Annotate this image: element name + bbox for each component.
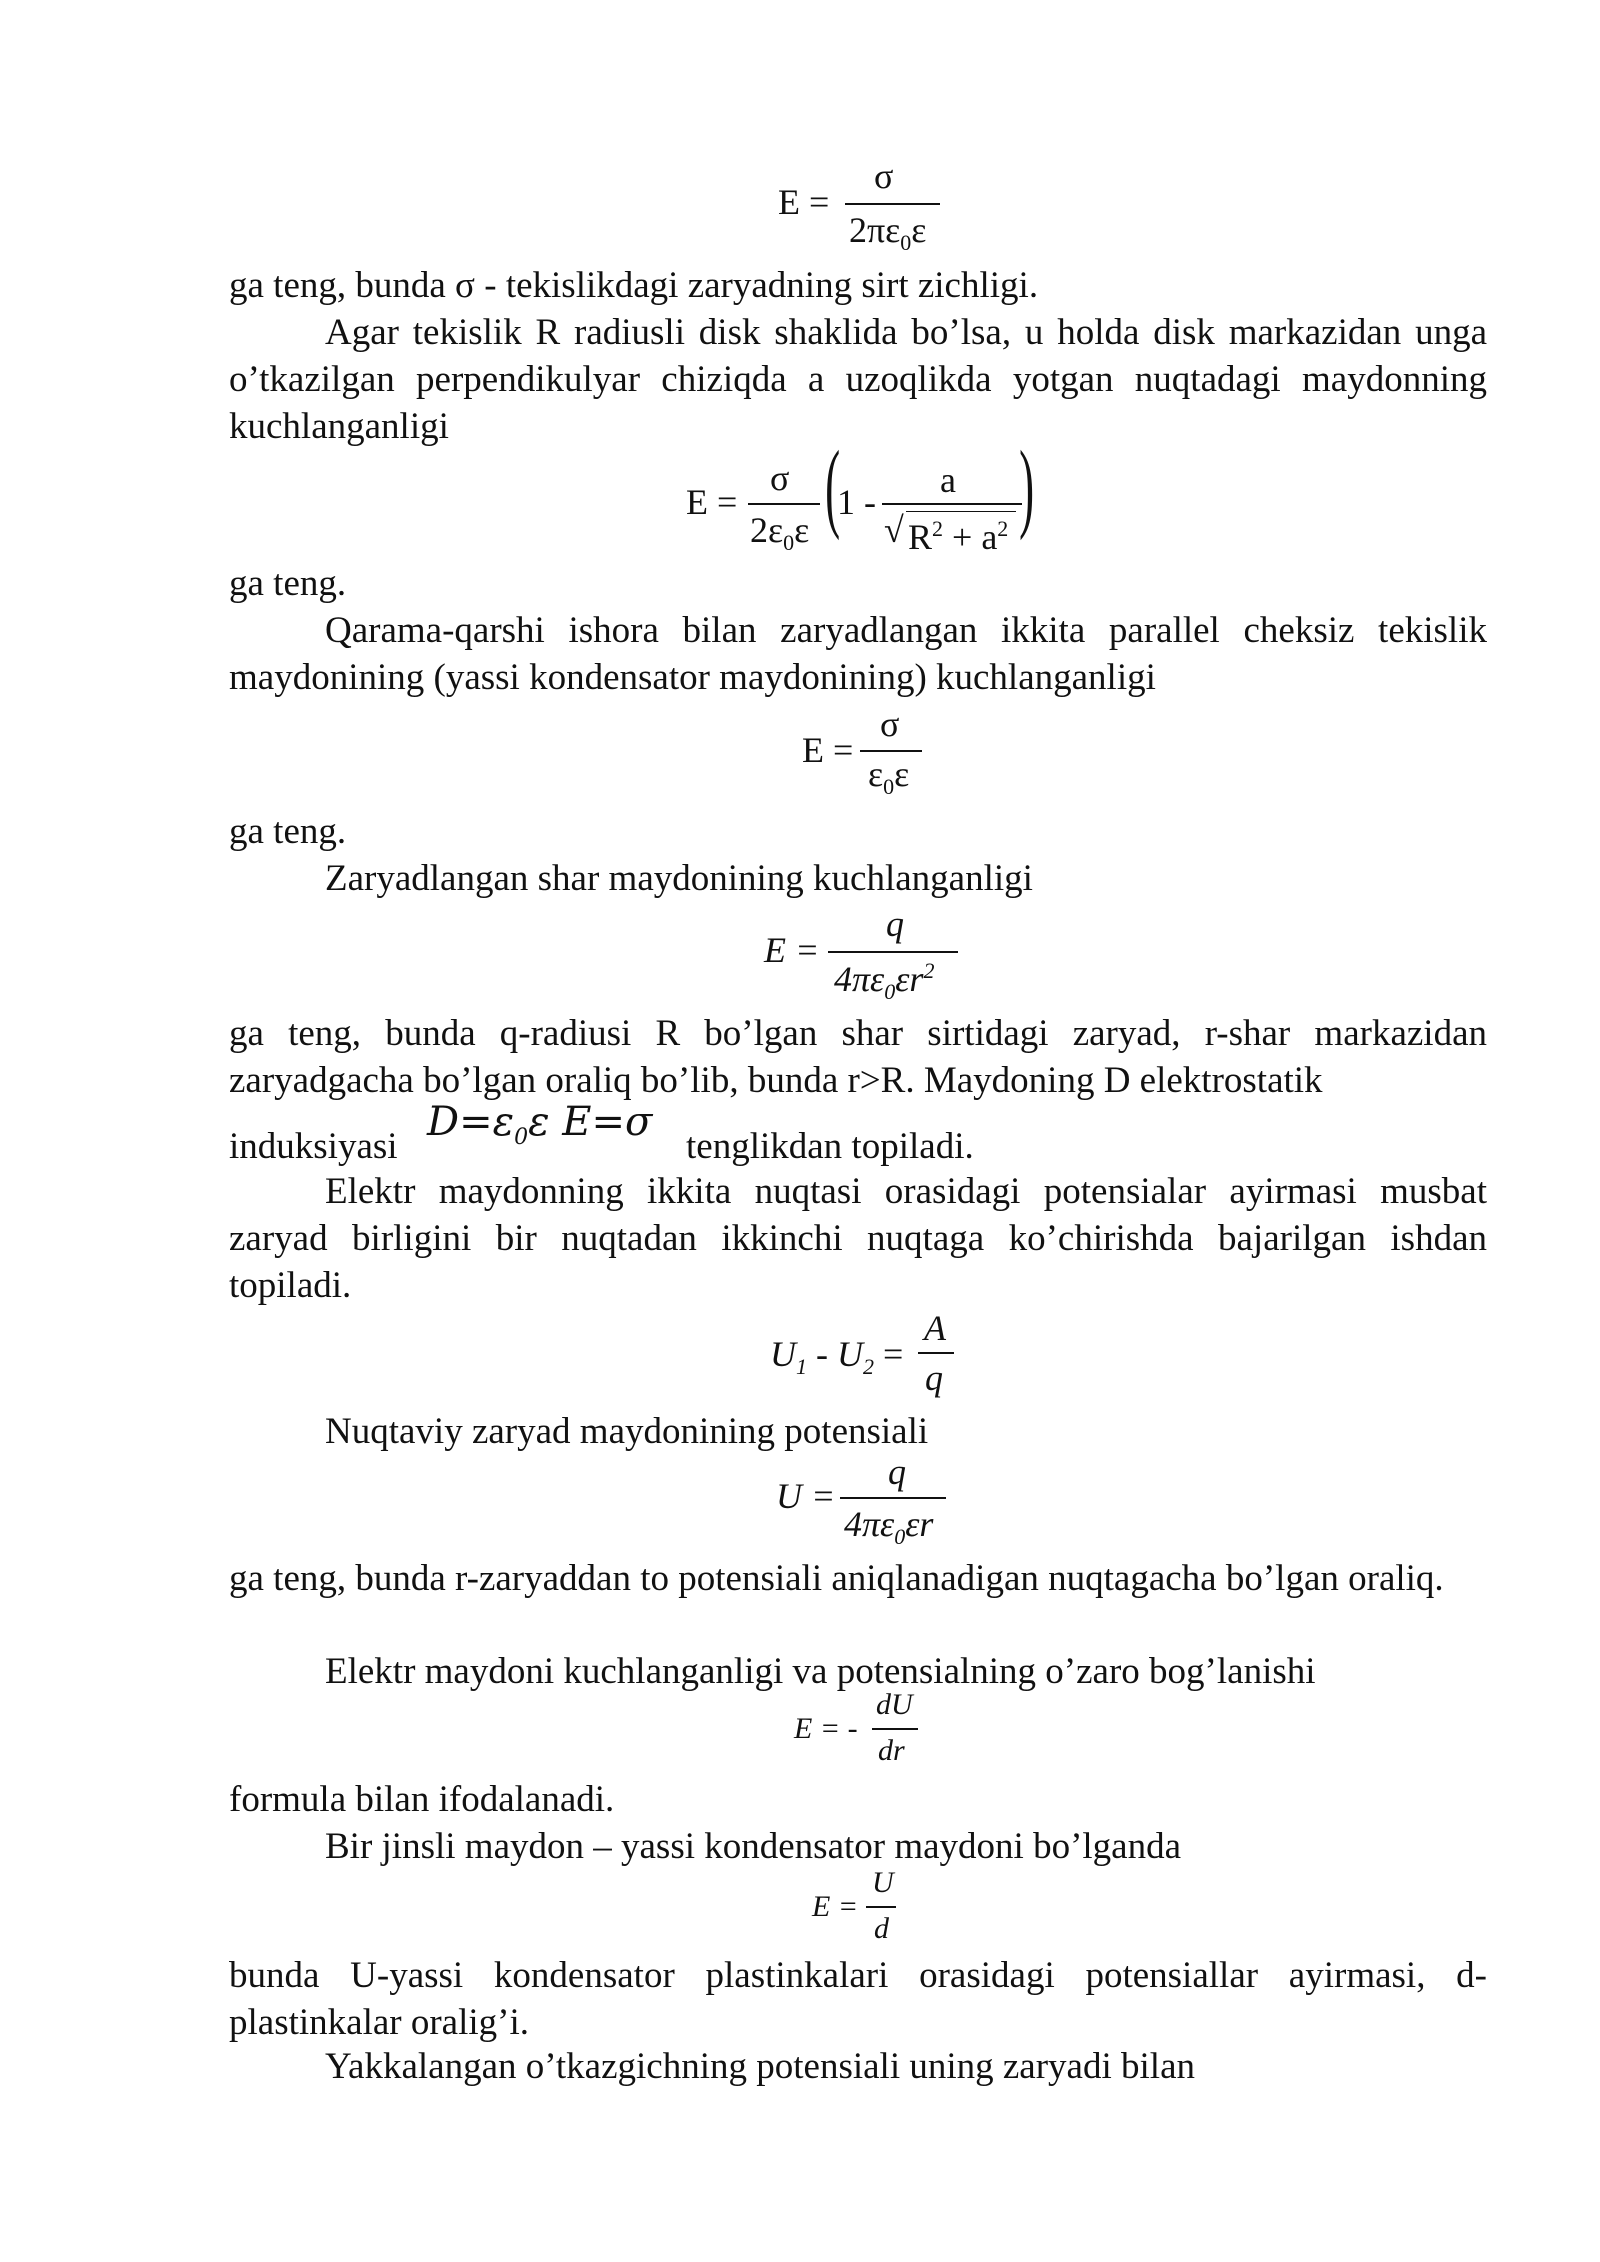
formula-lhs: E = — [812, 1890, 859, 1923]
formula-denominator: $2\varepsilon_0\varepsilon$ — [750, 510, 810, 556]
formula-lhs: E = — [802, 730, 854, 770]
paragraph: Bir jinsli maydon – yassi kondensator maydoni bo’lganda — [325, 1826, 1182, 1867]
fraction-bar — [748, 503, 820, 505]
paragraph: Agar tekislik R radiusli disk shaklida bo’lsa, u holda disk markazidan unga o’tkazilgan perpendikulyar chiziqda a uzoqlikda yotgan nuqtadagi maydonning kuchlanganligi — [229, 312, 1487, 447]
paragraph: Elektr maydonning ikkita nuqtasi orasidagi potensialar ayirmasi musbat zaryad birligini bir nuqtadan ikkinchi nuqtaga ko’chirishda bajarilgan ishdan topiladi. — [229, 1171, 1487, 1306]
formula-lhs: E = — [686, 482, 738, 522]
paragraph: Zaryadlangan shar maydonining kuchlanganligi — [325, 858, 1033, 899]
formula-numerator: A — [924, 1308, 946, 1348]
formula-numerator: σ — [880, 704, 900, 744]
paragraph: tenglikdan topiladi. — [686, 1126, 974, 1167]
paragraph: ga teng, bunda σ - tekislikdagi zaryadning sirt zichligi. — [229, 265, 1039, 306]
formula-denominator: $\varepsilon_0\varepsilon$ — [868, 754, 910, 800]
formula-lhs: $U_1 - U_2$ = — [770, 1334, 904, 1380]
formula-lhs: U = — [776, 1476, 836, 1516]
formula-radicand: $R^2 + a^2$ — [908, 516, 1009, 557]
formula-numerator: σ — [874, 156, 894, 196]
paragraph: ga teng. — [229, 563, 347, 604]
formula-numerator: σ — [770, 458, 790, 498]
formula-numerator: q — [888, 1452, 906, 1492]
paragraph: ga teng, bunda q-radiusi R bo’lgan shar sirtidagi zaryad, r-shar markazidan zaryadgacha bo’lgan oraliq bo’lib, bunda r>R. Maydoning D elektrostatik — [229, 1013, 1487, 1101]
fraction-bar — [828, 951, 958, 953]
formula-numerator: U — [872, 1866, 894, 1899]
fraction-bar — [882, 503, 1022, 505]
fraction-bar — [845, 203, 940, 205]
formula-denominator: dr — [878, 1734, 905, 1767]
formula-lhs: E = — [764, 930, 820, 970]
formula-lhs: E = - — [794, 1712, 858, 1745]
left-paren: ( — [825, 430, 841, 541]
radical-sign: √ — [884, 510, 904, 550]
formula-numerator: dU — [876, 1688, 913, 1721]
paragraph-text: induksiyasi — [229, 1126, 398, 1167]
fraction-bar — [918, 1352, 954, 1354]
formula-inner-numerator: a — [940, 460, 956, 500]
formula-denominator: $4\pi\varepsilon_0\varepsilon r^2$ — [834, 958, 935, 1005]
formula-denominator: $2\pi\varepsilon_0\varepsilon$ — [849, 210, 927, 256]
formula-one: 1 - — [837, 482, 876, 522]
paragraph: Qarama-qarshi ishora bilan zaryadlangan ikkita parallel cheksiz tekislik maydonining (yassi kondensator maydonining) kuchlanganligi — [229, 610, 1487, 698]
formula-lhs: E = — [778, 182, 830, 222]
paragraph: formula bilan ifodalanadi. — [229, 1779, 615, 1820]
fraction-bar — [866, 1906, 896, 1908]
paragraph: ga teng. — [229, 811, 347, 852]
fraction-bar — [840, 1497, 946, 1499]
paragraph: Yakkalangan o’tkazgichning potensiali uning zaryadi bilan — [325, 2046, 1195, 2087]
paragraph: Nuqtaviy zaryad maydonining potensiali — [325, 1411, 929, 1452]
formula-denominator: q — [925, 1358, 943, 1398]
fraction-bar — [860, 750, 922, 752]
paragraph: ga teng, bunda r-zaryaddan to potensiali aniqlanadigan nuqtagacha bo’lgan oraliq. — [229, 1558, 1444, 1599]
formula-denominator: d — [874, 1912, 889, 1945]
formula-induction: $D=\varepsilon_0\varepsilon$ E=σ — [427, 1099, 653, 1150]
formula-numerator: q — [886, 904, 904, 944]
fraction-bar — [872, 1728, 918, 1730]
paragraph: Elektr maydoni kuchlanganligi va potensialning o’zaro bog’lanishi — [325, 1651, 1316, 1692]
formula-denominator: $4\pi\varepsilon_0\varepsilon r$ — [844, 1504, 934, 1550]
paragraph: bunda U-yassi kondensator plastinkalari orasidagi potensiallar ayirmasi, d-plastinkalar oralig’i. — [229, 1955, 1487, 2043]
right-paren: ) — [1019, 430, 1035, 541]
radical-bar — [906, 511, 1016, 512]
